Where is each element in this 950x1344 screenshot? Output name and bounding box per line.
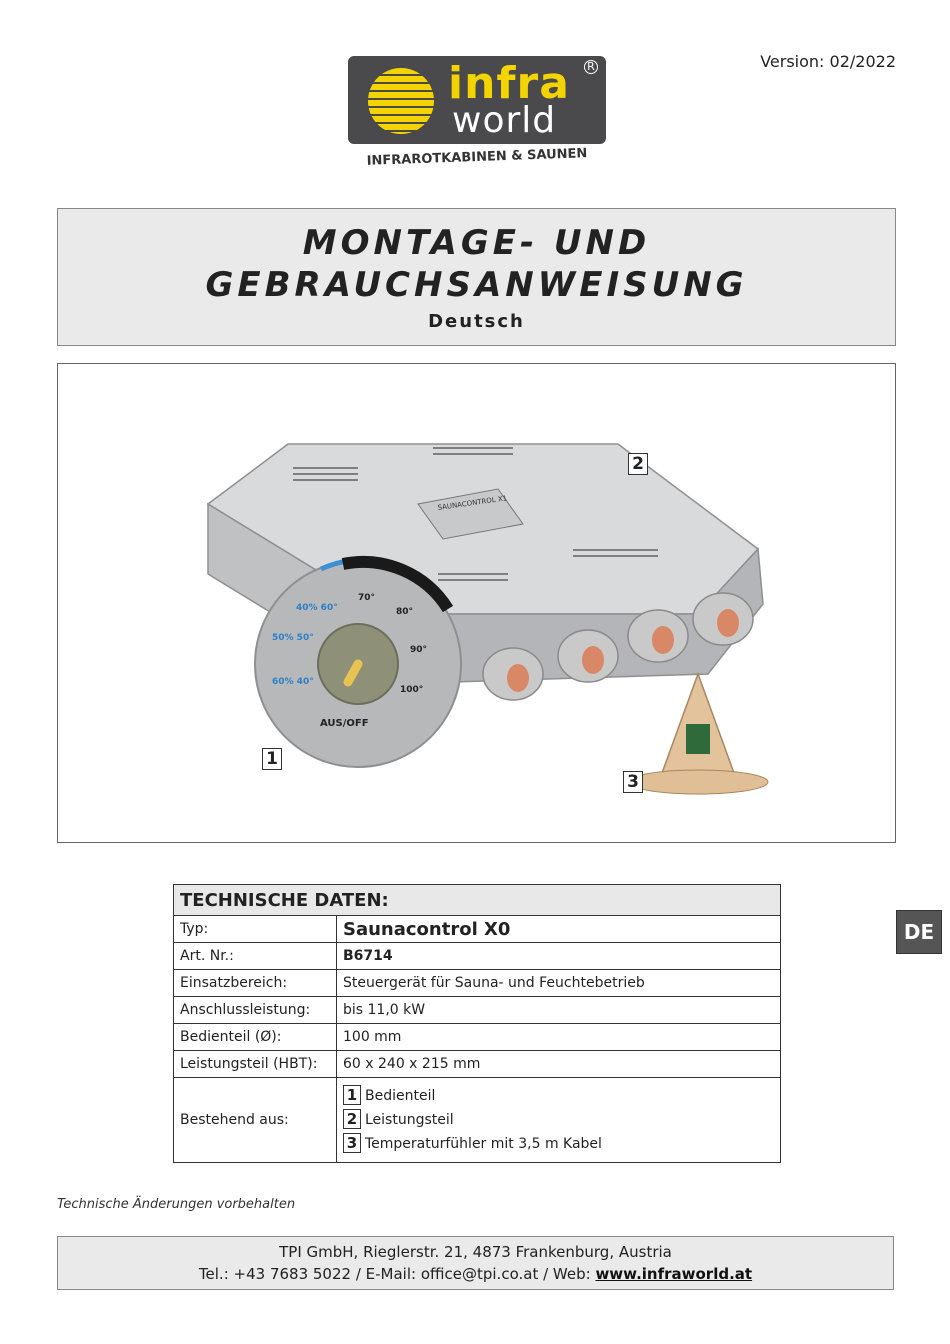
row-key: Einsatzbereich: — [174, 970, 337, 997]
device-label-text: SAUNACONTROL X1 — [437, 494, 508, 512]
logo-text-world: world — [452, 100, 557, 141]
row-key: Anschlussleistung: — [174, 997, 337, 1024]
callout-2: 2 — [628, 453, 648, 475]
footer-contact-text: Tel.: +43 7683 5022 / E-Mail: office@tpi.co.at / Web: — [198, 1265, 596, 1283]
table-row — [174, 916, 781, 943]
sun-icon — [368, 68, 434, 134]
title-line-2: GEBRAUCHSANWEISUNG — [205, 265, 748, 305]
row-value-article: B6714 — [337, 943, 781, 970]
logo-text-infra: infra — [448, 58, 570, 109]
footer-box — [57, 1236, 894, 1290]
callout-3: 3 — [623, 771, 643, 793]
component-item — [343, 1108, 774, 1132]
dial-temp-80: 80° — [396, 607, 414, 617]
component-label: Temperaturfühler mit 3,5 m Kabel — [365, 1136, 602, 1152]
version-label: Version: 02/2022 — [760, 52, 896, 71]
footer-address: TPI GmbH, Rieglerstr. 21, 4873 Frankenburg, Austria — [279, 1243, 672, 1261]
table-row — [174, 1024, 781, 1051]
logo-tagline: INFRAROTKABINEN & SAUNEN — [366, 146, 588, 169]
registered-mark: R — [584, 60, 598, 74]
dial-humidity-3: 60% 40° — [272, 677, 314, 687]
table-row — [174, 943, 781, 970]
row-key: Bedienteil (Ø): — [174, 1024, 337, 1051]
dial-temp-70: 70° — [358, 593, 376, 603]
table-row — [174, 970, 781, 997]
component-number: 3 — [343, 1133, 361, 1153]
product-illustration — [58, 364, 895, 842]
dial-humidity-1: 40% 60° — [296, 603, 338, 613]
component-label: Leistungsteil — [365, 1112, 454, 1128]
sensor-base — [628, 770, 768, 794]
component-item — [343, 1084, 774, 1108]
title-line-1: MONTAGE- UND — [302, 223, 651, 263]
language-tab: DE — [896, 910, 942, 954]
dial-temp-100: 100° — [400, 685, 424, 695]
row-value: Steuergerät für Sauna- und Feuchtebetrieb — [337, 970, 781, 997]
components-list — [337, 1078, 781, 1163]
title-box — [57, 208, 896, 346]
component-number: 1 — [343, 1085, 361, 1105]
dial-off-label: AUS/OFF — [320, 718, 369, 729]
row-key: Leistungsteil (HBT): — [174, 1051, 337, 1078]
table-row — [174, 1078, 781, 1163]
product-image-box — [57, 363, 896, 843]
component-label: Bedienteil — [365, 1088, 436, 1104]
footer-contact — [58, 1263, 893, 1285]
technical-data-table — [173, 884, 781, 1163]
title-language: Deutsch — [428, 311, 525, 332]
row-value: 100 mm — [337, 1024, 781, 1051]
row-value: 60 x 240 x 215 mm — [337, 1051, 781, 1078]
website-link[interactable]: www.infraworld.at — [595, 1265, 753, 1283]
dial-humidity-2: 50% 50° — [272, 633, 314, 643]
row-value: bis 11,0 kW — [337, 997, 781, 1024]
disclaimer-note: Technische Änderungen vorbehalten — [57, 1197, 296, 1212]
sensor-circuit — [686, 724, 710, 754]
component-item — [343, 1132, 774, 1156]
callout-1: 1 — [262, 748, 282, 770]
table-row — [174, 1051, 781, 1078]
row-key: Art. Nr.: — [174, 943, 337, 970]
table-row — [174, 997, 781, 1024]
row-key: Bestehend aus: — [174, 1078, 337, 1163]
row-key: Typ: — [174, 916, 337, 943]
row-value-type: Saunacontrol X0 — [337, 916, 781, 943]
infraworld-logo — [348, 56, 606, 144]
table-header: TECHNISCHE DATEN: — [174, 885, 781, 916]
component-number: 2 — [343, 1109, 361, 1129]
dial-temp-90: 90° — [410, 645, 428, 655]
